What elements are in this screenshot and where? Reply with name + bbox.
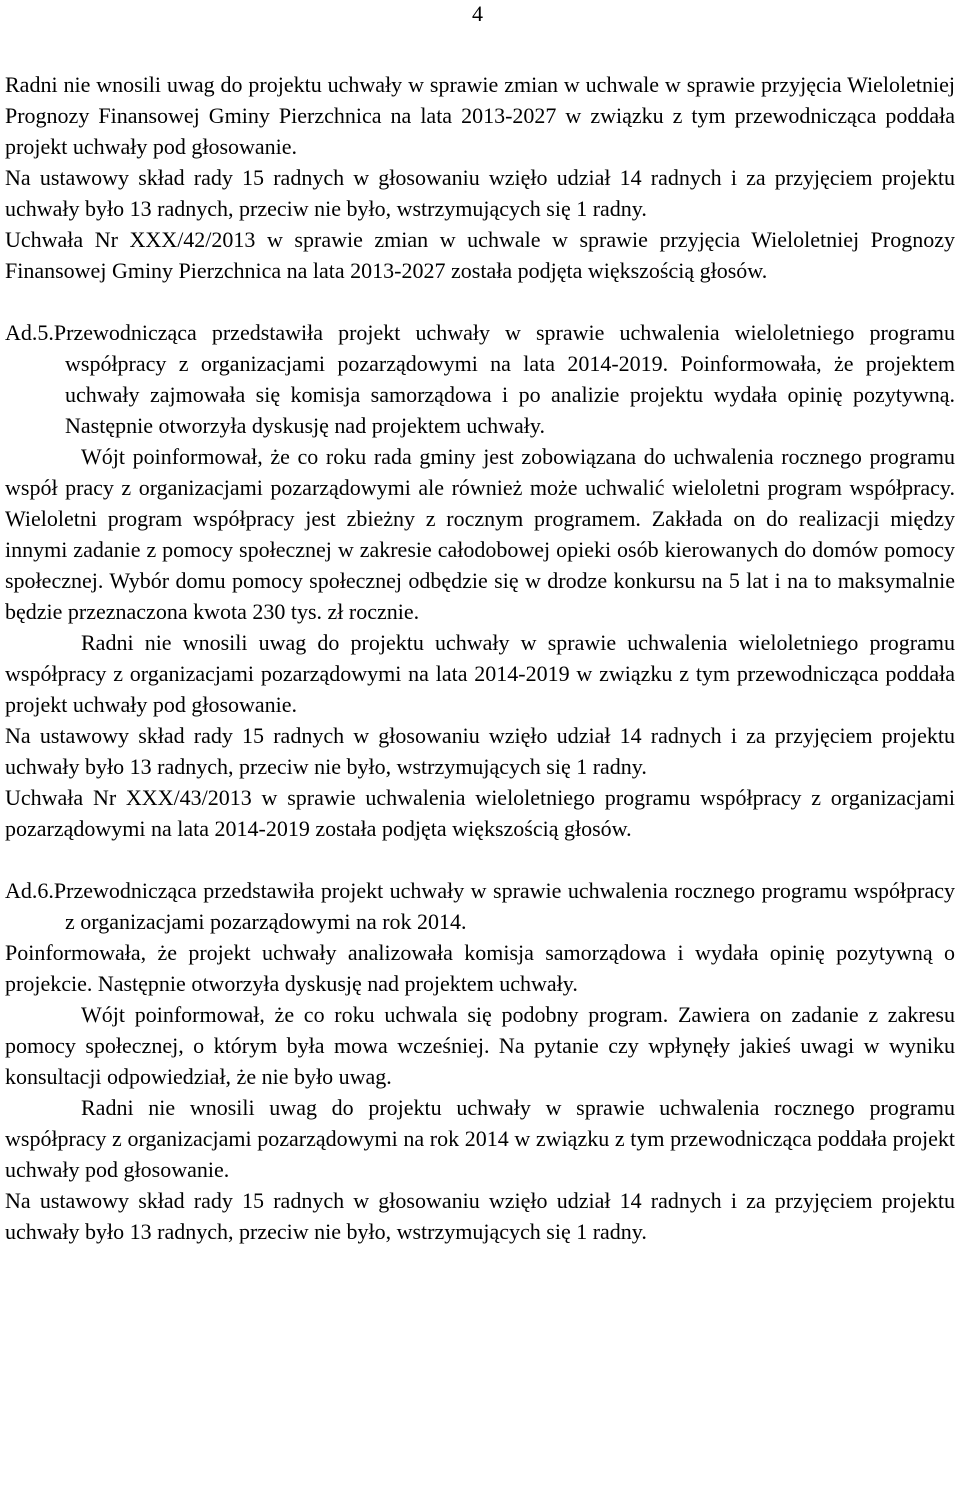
page-number: 4 [472, 1, 483, 26]
paragraph: Radni nie wnosili uwag do projektu uchwały w sprawie uchwalenia wieloletniego programu współpracy z organizacjami pozarządowymi na lata 2014-2019 w związku z tym przewodnicząca poddała projekt uchwały pod głosowanie. [5, 630, 955, 717]
paragraph: Uchwała Nr XXX/42/2013 w sprawie zmian w uchwale w sprawie przyjęcia Wieloletniej Prognozy Finansowej Gminy Pierzchnica na lata 2013-2027 została podjęta większością głosów. [5, 227, 955, 283]
paragraph: Radni nie wnosili uwag do projektu uchwały w sprawie zmian w uchwale w sprawie przyjęcia Wieloletniej Prognozy Finansowej Gminy Pierzchnica na lata 2013-2027 w związku z tym przewodnicząca poddała projekt uchwały pod głosowanie. [5, 72, 955, 159]
paragraph: Na ustawowy skład rady 15 radnych w głosowaniu wzięło udział 14 radnych i za przyjęciem projektu uchwały było 13 radnych, przeciw nie było, wstrzymujących się 1 radny. [5, 1188, 955, 1244]
paragraph: Wójt poinformował, że co roku uchwala się podobny program. Zawiera on zadanie z zakresu pomocy społecznej, o którym była mowa wcześniej. Na pytanie czy wpłynęły jakieś uwagi w wyniku konsultacji odpowiedział, że nie było uwag. [5, 1002, 955, 1089]
agenda-item-5: Ad.5.Przewodnicząca przedstawiła projekt uchwały w sprawie uchwalenia wieloletniego programu współpracy z organizacjami pozarządowymi na lata 2014-2019. Poinformowała, że projektem uchwały zajmowała się komisja samorządowa i po analizie projektu wydała opinię pozytywną. Następnie otworzyła dyskusję nad projektem uchwały. [5, 320, 955, 438]
document-body [5, 69, 955, 1247]
paragraph-spacer [5, 286, 955, 317]
paragraph: Wójt poinformował, że co roku rada gminy jest zobowiązana do uchwalenia rocznego programu współ pracy z organizacjami pozarządowymi ale również może uchwalić wieloletni program współpracy. Wieloletni program współpracy jest zbieżny z rocznym programem. Zakłada on do realizacji między innymi zadanie z pomocy społecznej w zakresie całodobowej opieki osób kierowanych do domów pomocy społecznej. Wybór domu pomocy społecznej odbędzie się w drodze konkursu na 5 lat i na to maksymalnie będzie przeznaczona kwota 230 tys. zł rocznie. [5, 444, 955, 624]
agenda-item-6: Ad.6.Przewodnicząca przedstawiła projekt uchwały w sprawie uchwalenia rocznego programu współpracy z organizacjami pozarządowymi na rok 2014. [5, 878, 955, 934]
paragraph: Uchwała Nr XXX/43/2013 w sprawie uchwalenia wieloletniego programu współpracy z organizacjami pozarządowymi na lata 2014-2019 została podjęta większością głosów. [5, 785, 955, 841]
paragraph: Na ustawowy skład rady 15 radnych w głosowaniu wzięło udział 14 radnych i za przyjęciem projektu uchwały było 13 radnych, przeciw nie było, wstrzymujących się 1 radny. [5, 723, 955, 779]
paragraph: Na ustawowy skład rady 15 radnych w głosowaniu wzięło udział 14 radnych i za przyjęciem projektu uchwały było 13 radnych, przeciw nie było, wstrzymujących się 1 radny. [5, 165, 955, 221]
paragraph: Poinformowała, że projekt uchwały analizowała komisja samorządowa i wydała opinię pozytywną o projekcie. Następnie otworzyła dyskusję nad projektem uchwały. [5, 940, 955, 996]
paragraph: Radni nie wnosili uwag do projektu uchwały w sprawie uchwalenia rocznego programu współpracy z organizacjami pozarządowymi na rok 2014 w związku z tym przewodnicząca poddała projekt uchwały pod głosowanie. [5, 1095, 955, 1182]
paragraph-spacer [5, 844, 955, 875]
